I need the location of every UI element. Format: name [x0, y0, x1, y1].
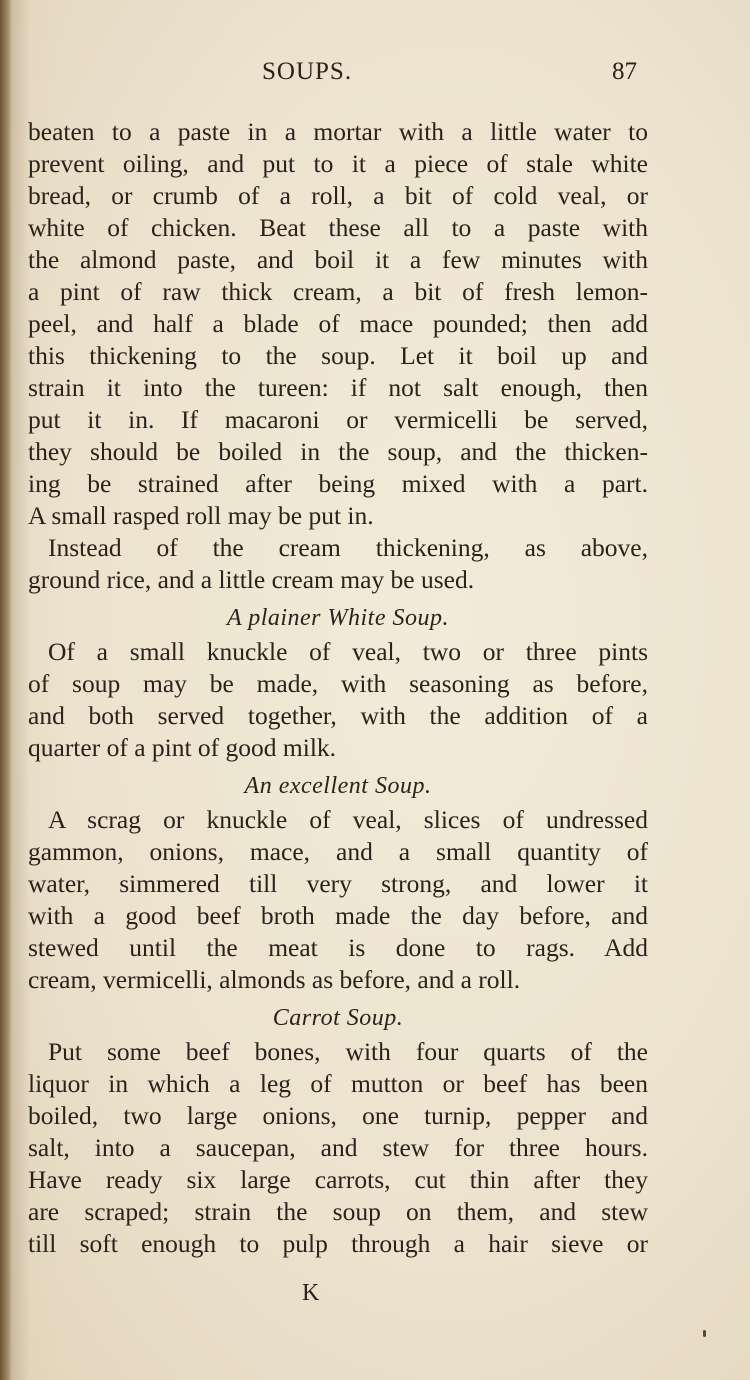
- text-line: prevent oiling, and put to it a piece of stale white: [28, 149, 648, 178]
- text-line: bread, or crumb of a roll, a bit of cold veal, or: [28, 181, 648, 210]
- text-line: water, simmered till very strong, and lower it: [28, 869, 648, 898]
- paper-speck: [703, 1330, 706, 1337]
- recipe-plainer-white-soup: [28, 596, 648, 764]
- text-line: Have ready six large carrots, cut thin after they: [28, 1165, 648, 1194]
- text-line: stewed until the meat is done to rags. Add: [28, 933, 648, 962]
- recipe-heading: An excellent Soup.: [244, 773, 432, 799]
- page-gutter-shadow: [0, 0, 12, 1380]
- text-line: of soup may be made, with seasoning as before,: [28, 669, 648, 698]
- recipe-excellent-soup: [28, 764, 648, 996]
- text-line: they should be boiled in the soup, and the thicken-: [28, 437, 648, 466]
- text-line: and both served together, with the addition of a: [28, 701, 648, 730]
- text-line: ground rice, and a little cream may be used.: [28, 565, 475, 594]
- text-line: cream, vermicelli, almonds as before, and a roll.: [28, 965, 521, 994]
- recipe-heading: Carrot Soup.: [272, 1005, 404, 1031]
- continuation-paragraph: [28, 116, 648, 532]
- text-line: with a good beef broth made the day before, and: [28, 901, 648, 930]
- text-line: quarter of a pint of good milk.: [28, 733, 337, 762]
- text-line: peel, and half a blade of mace pounded; then add: [28, 309, 648, 338]
- text-line: gammon, onions, mace, and a small quantity of: [28, 837, 648, 866]
- text-line: Of a small knuckle of veal, two or three pints: [48, 637, 648, 666]
- text-line: salt, into a saucepan, and stew for three hours.: [28, 1133, 648, 1162]
- text-line: the almond paste, and boil it a few minutes with: [28, 245, 648, 274]
- page-number: 87: [612, 58, 637, 85]
- text-line: are scraped; strain the soup on them, and stew: [28, 1197, 648, 1226]
- running-head-title: SOUPS.: [262, 58, 353, 85]
- text-line: ing be strained after being mixed with a part.: [28, 469, 648, 498]
- text-line: this thickening to the soup. Let it boil up and: [28, 341, 648, 370]
- recipe-heading: A plainer White Soup.: [226, 605, 450, 631]
- signature-mark: K: [302, 1280, 320, 1306]
- text-line: strain it into the tureen: if not salt enough, then: [28, 373, 648, 402]
- text-line: liquor in which a leg of mutton or beef has been: [28, 1069, 648, 1098]
- text-line: put it in. If macaroni or vermicelli be served,: [28, 405, 648, 434]
- text-line: boiled, two large onions, one turnip, pepper and: [28, 1101, 648, 1130]
- text-line: till soft enough to pulp through a hair sieve or: [28, 1229, 648, 1258]
- page-body: [28, 116, 648, 1260]
- running-head: [0, 58, 750, 88]
- text-line: beaten to a paste in a mortar with a little water to: [28, 117, 648, 146]
- text-line: a pint of raw thick cream, a bit of fresh lemon-: [28, 277, 648, 306]
- text-line: Instead of the cream thickening, as above,: [48, 533, 648, 562]
- recipe-carrot-soup: [28, 996, 648, 1260]
- text-line: white of chicken. Beat these all to a paste with: [28, 213, 648, 242]
- text-line: Put some beef bones, with four quarts of the: [48, 1037, 648, 1066]
- text-line: A scrag or knuckle of veal, slices of undressed: [48, 805, 648, 834]
- text-line: A small rasped roll may be put in.: [28, 501, 374, 530]
- alternative-thickening-paragraph: [28, 532, 648, 596]
